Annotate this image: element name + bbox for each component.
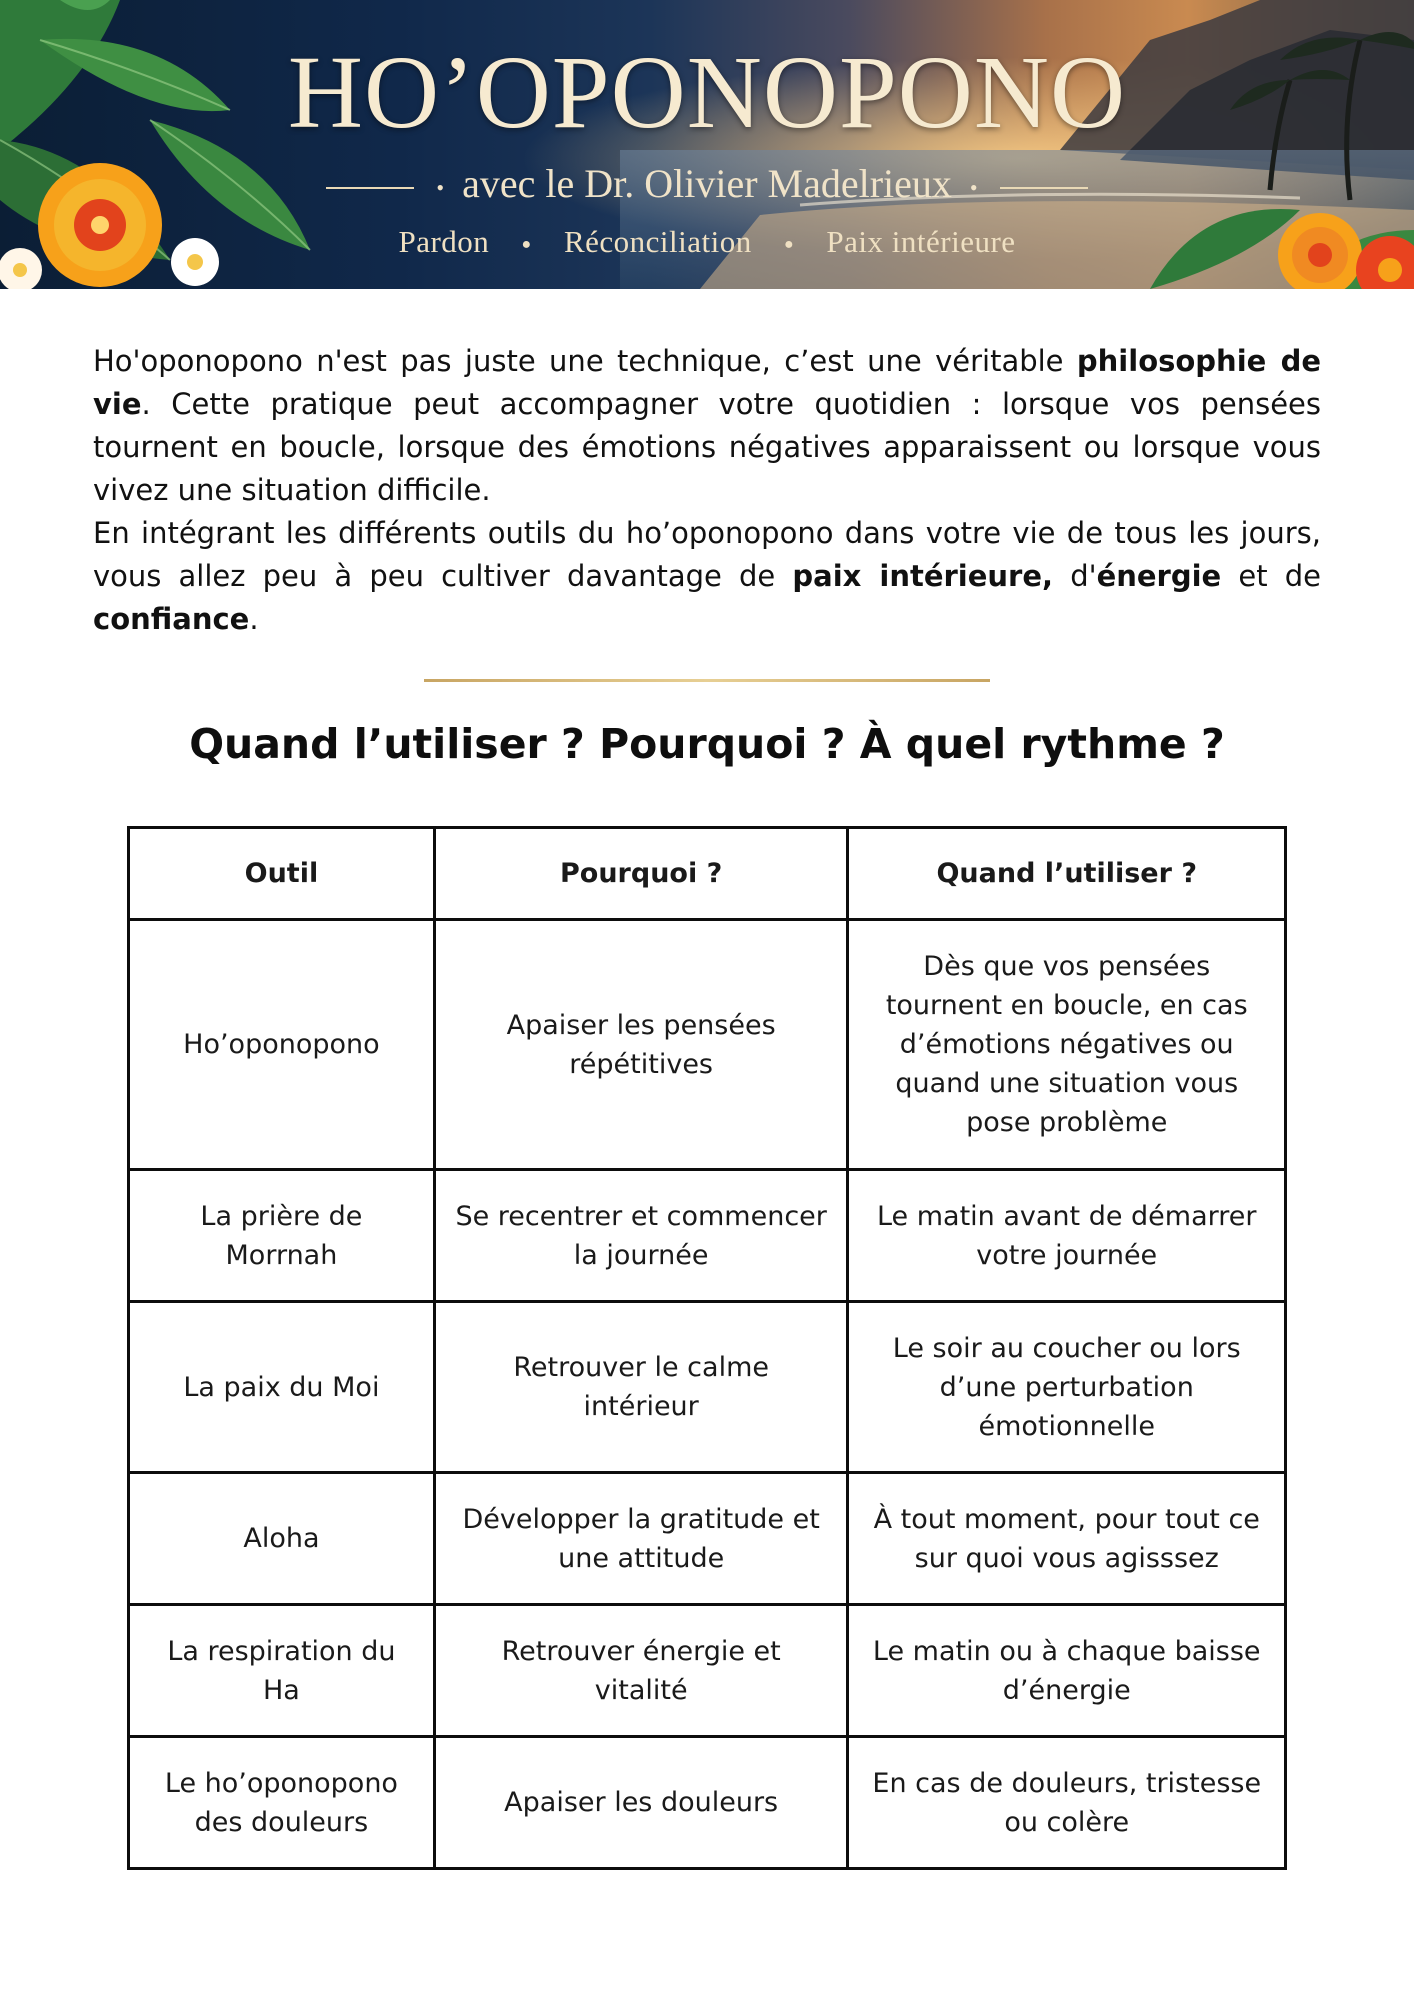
table-row [129,1605,1286,1737]
table-cell: À tout moment, pour tout ce sur quoi vous agisssez [848,1473,1286,1605]
table-cell: La paix du Moi [129,1302,435,1473]
emphasis-text: paix intérieure, [792,559,1054,593]
table-row [129,1302,1286,1473]
table-cell: Dès que vos pensées tournent en boucle, en cas d’émotions négatives ou quand une situation vous pose problème [848,920,1286,1170]
column-header-pourquoi: Pourquoi ? [434,828,848,920]
text-run: d' [1053,559,1097,593]
table-row [129,1170,1286,1302]
banner-title: HO’OPONOPONO [287,35,1127,150]
table-cell: Retrouver énergie et vitalité [434,1605,848,1737]
banner-tag: Réconciliation [563,224,752,259]
column-header-quand: Quand l’utiliser ? [848,828,1286,920]
intro-paragraph-2 [93,512,1321,641]
bullet-dot-icon: ● [783,235,795,253]
table-cell: La respiration du Ha [129,1605,435,1737]
subtitle-left-rule [326,187,414,189]
text-run: En intégrant les différents outils du ho’oponopono dans votre vie de tous les jours, vous allez peu à peu cultiver davantage de [93,516,1321,593]
table-cell: Se recentrer et commencer la journée [434,1170,848,1302]
emphasis-text: confiance [93,602,250,636]
table-cell: Le ho’oponopono des douleurs [129,1737,435,1869]
column-header-outil: Outil [129,828,435,920]
table-cell: Ho’oponopono [129,920,435,1170]
table-cell: Aloha [129,1473,435,1605]
table-cell: La prière de Morrnah [129,1170,435,1302]
text-run: et de [1221,559,1321,593]
banner-subtitle: avec le Dr. Olivier Madelrieux [462,161,952,206]
header-banner [0,0,1414,289]
table-cell: Apaiser les douleurs [434,1737,848,1869]
emphasis-text: philosophie de vie [93,344,1321,421]
gold-divider [424,679,990,682]
table-cell: En cas de douleurs, tristesse ou colère [848,1737,1286,1869]
text-run: . [249,602,259,636]
bullet-dot-icon: • [436,174,445,200]
text-run: Ho'oponopono n'est pas juste une technique, c’est une véritable [93,344,1077,378]
table-row [129,1473,1286,1605]
bullet-dot-icon: • [969,174,978,200]
table-cell: Le soir au coucher ou lors d’une perturbation émotionnelle [848,1302,1286,1473]
intro-text [93,340,1321,641]
table-row [129,920,1286,1170]
table-cell: Développer la gratitude et une attitude [434,1473,848,1605]
section-heading: Quand l’utiliser ? Pourquoi ? À quel rythme ? [189,720,1225,768]
banner-subtitle-line [0,160,1414,207]
banner-tag: Paix intérieure [826,224,1016,259]
table-header-row [129,828,1286,920]
subtitle-right-rule [1000,187,1088,189]
table-row [129,1737,1286,1869]
bullet-dot-icon: ● [521,235,532,253]
banner-tag: Pardon [398,224,490,259]
table-cell: Retrouver le calme intérieur [434,1302,848,1473]
tools-table [127,826,1287,1870]
table-cell: Apaiser les pensées répétitives [434,920,848,1170]
emphasis-text: énergie [1096,559,1222,593]
table-cell: Le matin ou à chaque baisse d’énergie [848,1605,1286,1737]
text-run: . Cette pratique peut accompagner votre quotidien : lorsque vos pensées tournent en boucle, lorsque des émotions négatives apparaissent ou lorsque vous vivez une situation difficile. [93,387,1321,507]
intro-paragraph-1 [93,340,1321,512]
banner-tags [0,224,1414,260]
table-cell: Le matin avant de démarrer votre journée [848,1170,1286,1302]
